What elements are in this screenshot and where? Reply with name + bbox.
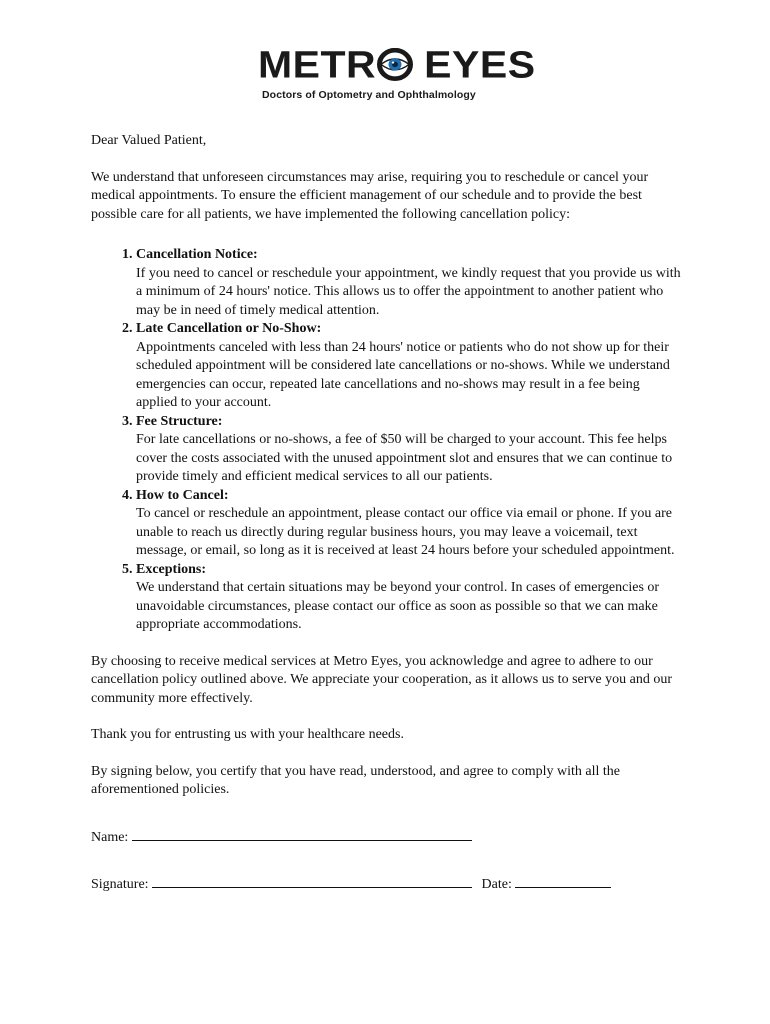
eye-icon (377, 48, 413, 81)
signature-row (91, 875, 681, 895)
name-label: Name: (91, 829, 129, 845)
policy-body: For late cancellations or no-shows, a fee of $50 will be charged to your account. This fee helps cover the costs associated with the unused appointment slot and ensures that we can continue to provide timely and efficient medical services to all our patients. (136, 432, 673, 484)
greeting: Dear Valued Patient, (91, 133, 207, 148)
policy-body: We understand that certain situations may be beyond your control. In cases of emergencies or unavoidable circumstances, please contact our office as soon as possible so that we can make appropriate accommodations. (136, 580, 660, 632)
policy-item (136, 320, 681, 413)
policy-title: 3. Fee Structure: (136, 413, 223, 429)
logo-word-right: EYES (424, 43, 536, 86)
date-field[interactable] (515, 875, 611, 888)
signature-field[interactable] (152, 875, 472, 888)
name-row (91, 828, 681, 848)
policy-item (136, 413, 681, 487)
certification-paragraph: By signing below, you certify that you have read, understood, and agree to comply with all the aforementioned policies. (91, 763, 621, 797)
policy-title: 4. How to Cancel: (136, 487, 229, 503)
policy-item (136, 561, 681, 635)
policy-title: 2. Late Cancellation or No-Show: (136, 321, 322, 336)
closing-paragraph: By choosing to receive medical services at Metro Eyes, you acknowledge and agree to adhere to our cancellation policy outlined above. We appreciate your cooperation, as it allows us to serve you and our community more effectively. (91, 653, 672, 706)
logo-word-left: METR (258, 43, 377, 86)
metro-eyes-logo (258, 43, 536, 102)
letter-body (91, 132, 681, 895)
thanks-line: Thank you for entrusting us with your healthcare needs. (91, 727, 404, 742)
policy-item (136, 487, 681, 561)
policy-title: 1. Cancellation Notice: (136, 247, 258, 262)
date-label: Date: (481, 877, 512, 892)
policy-body: Appointments canceled with less than 24 hours' notice or patients who do not show up for their scheduled appointment will be considered late cancellations or no-shows. While we understand emergencies can occur, repeated late cancellations and no-shows may result in a fee being applied to your account. (136, 339, 670, 410)
signature-label: Signature: (91, 877, 149, 892)
policy-title: 5. Exceptions: (136, 561, 206, 577)
logo-wordmark (258, 43, 536, 86)
logo-tagline: Doctors of Optometry and Ophthalmology (262, 89, 476, 101)
intro-paragraph: We understand that unforeseen circumstances may arise, requiring you to reschedule or cancel your medical appointments. To ensure the efficient management of our schedule and to provide the best possible care for all patients, we have implemented the following cancellation policy: (91, 169, 649, 222)
policy-body: To cancel or reschedule an appointment, please contact our office via email or phone. If you are unable to reach us directly during regular business hours, you may leave a voicemail, text message, or email, so long as it is received at least 24 hours before your scheduled appointment. (136, 506, 675, 558)
name-field[interactable] (132, 828, 472, 841)
policy-body: If you need to cancel or reschedule your appointment, we kindly request that you provide us with a minimum of 24 hours' notice. This allows us to offer the appointment to another patient who may be in need of timely medical attention. (136, 265, 681, 318)
policy-list (91, 246, 681, 635)
policy-item (136, 246, 681, 320)
